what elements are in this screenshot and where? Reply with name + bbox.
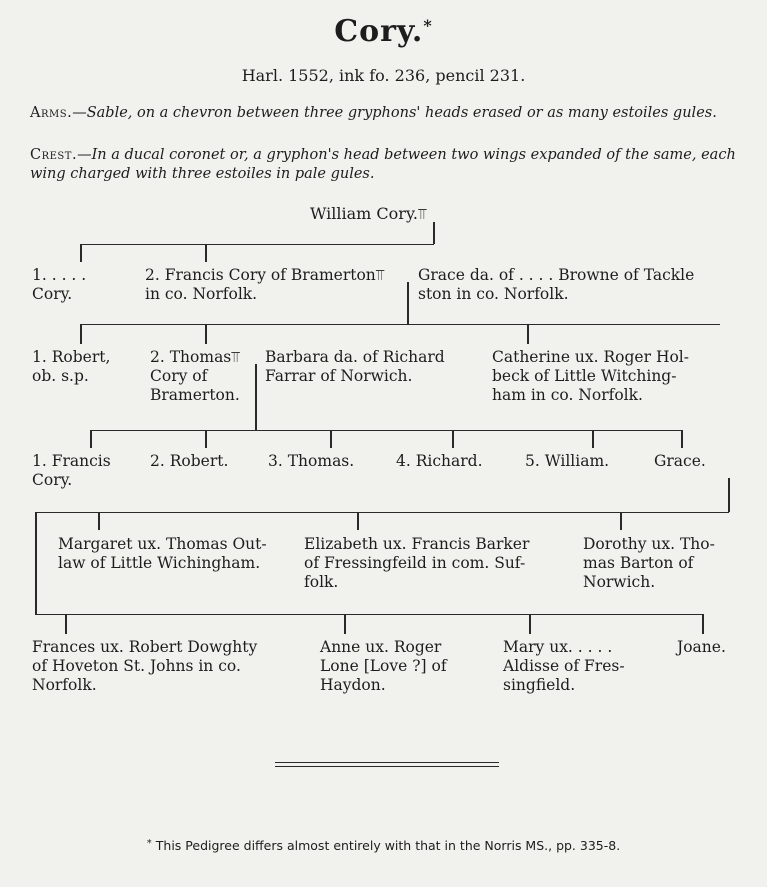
descent-line xyxy=(205,244,207,262)
grace-browne: Grace da. of . . . . Browne of Tackle ston in co. Norfolk. xyxy=(418,266,695,303)
descent-line xyxy=(65,614,67,634)
manuscript-reference: Harl. 1552, ink fo. 236, pencil 231. xyxy=(241,66,526,85)
daughter-margaret: Margaret ux. Thomas Out- law of Little Wichingham. xyxy=(58,535,267,572)
sibling-line xyxy=(35,614,702,615)
sibling-line xyxy=(80,324,720,325)
descent-line xyxy=(205,324,207,344)
sibling-line xyxy=(35,512,729,513)
descent-line xyxy=(620,512,622,530)
descent-line xyxy=(433,222,435,244)
descent-line xyxy=(702,614,704,634)
end-rule xyxy=(275,762,499,763)
descent-line xyxy=(98,512,100,530)
thomas-cory: 2. Thomas⫪ Cory of Bramerton. xyxy=(150,348,240,404)
descent-line xyxy=(407,282,409,324)
page-title: Cory.* xyxy=(334,14,433,49)
descent-line xyxy=(357,512,359,530)
william-cory: William Cory.⫪ xyxy=(310,204,427,223)
daughter-elizabeth: Elizabeth ux. Francis Barker of Fressingfeild in com. Suf- folk. xyxy=(304,535,530,591)
descent-line xyxy=(592,430,594,448)
footnote: * This Pedigree differs almost entirely with that in the Norris MS., pp. 335-8. xyxy=(146,838,621,853)
son-thomas: 3. Thomas. xyxy=(268,452,355,470)
daughter-anne: Anne ux. Roger Lone [Love ?] of Haydon. xyxy=(320,638,447,694)
descent-line xyxy=(344,614,346,634)
descent-line xyxy=(80,324,82,344)
descent-line xyxy=(80,244,82,262)
descent-line xyxy=(527,324,529,344)
crest-description: Crest.—In a ducal coronet or, a gryphon's head between two wings expanded of the same, each wing charged with three estoiles in pale gules. xyxy=(30,147,736,182)
son-william: 5. William. xyxy=(525,452,610,470)
descent-line xyxy=(205,430,207,448)
descent-line xyxy=(452,430,454,448)
gen1-child-1: 1. . . . . Cory. xyxy=(32,266,87,303)
descent-line xyxy=(255,364,257,430)
daughter-dorothy: Dorothy ux. Tho- mas Barton of Norwich. xyxy=(583,535,715,591)
daughter-mary: Mary ux. . . . . Aldisse of Fres- singfield. xyxy=(503,638,625,694)
daughter-frances: Frances ux. Robert Dowghty of Hoveton St. Johns in co. Norfolk. xyxy=(32,638,258,694)
daughter-grace: Grace. xyxy=(654,452,706,470)
descent-line xyxy=(330,430,332,448)
descent-line xyxy=(681,430,683,448)
descent-line xyxy=(90,430,92,448)
sibling-line xyxy=(80,244,434,245)
bracket-line xyxy=(35,512,37,614)
robert-cory: 1. Robert, ob. s.p. xyxy=(32,348,111,385)
descent-line xyxy=(728,478,730,512)
daughter-joane: Joane. xyxy=(677,638,726,656)
catherine-holbeck: Catherine ux. Roger Hol- beck of Little Witching- ham in co. Norfolk. xyxy=(492,348,689,404)
arms-description: Arms.—Sable, on a chevron between three gryphons' heads erased or as many estoiles gules. xyxy=(30,105,717,121)
end-rule xyxy=(275,766,499,767)
barbara-farrar: Barbara da. of Richard Farrar of Norwich. xyxy=(265,348,445,385)
son-francis: 1. Francis Cory. xyxy=(32,452,111,489)
son-richard: 4. Richard. xyxy=(396,452,483,470)
son-robert: 2. Robert. xyxy=(150,452,229,470)
descent-line xyxy=(529,614,531,634)
francis-cory: 2. Francis Cory of Bramerton⫪ in co. Norfolk. xyxy=(145,266,385,303)
